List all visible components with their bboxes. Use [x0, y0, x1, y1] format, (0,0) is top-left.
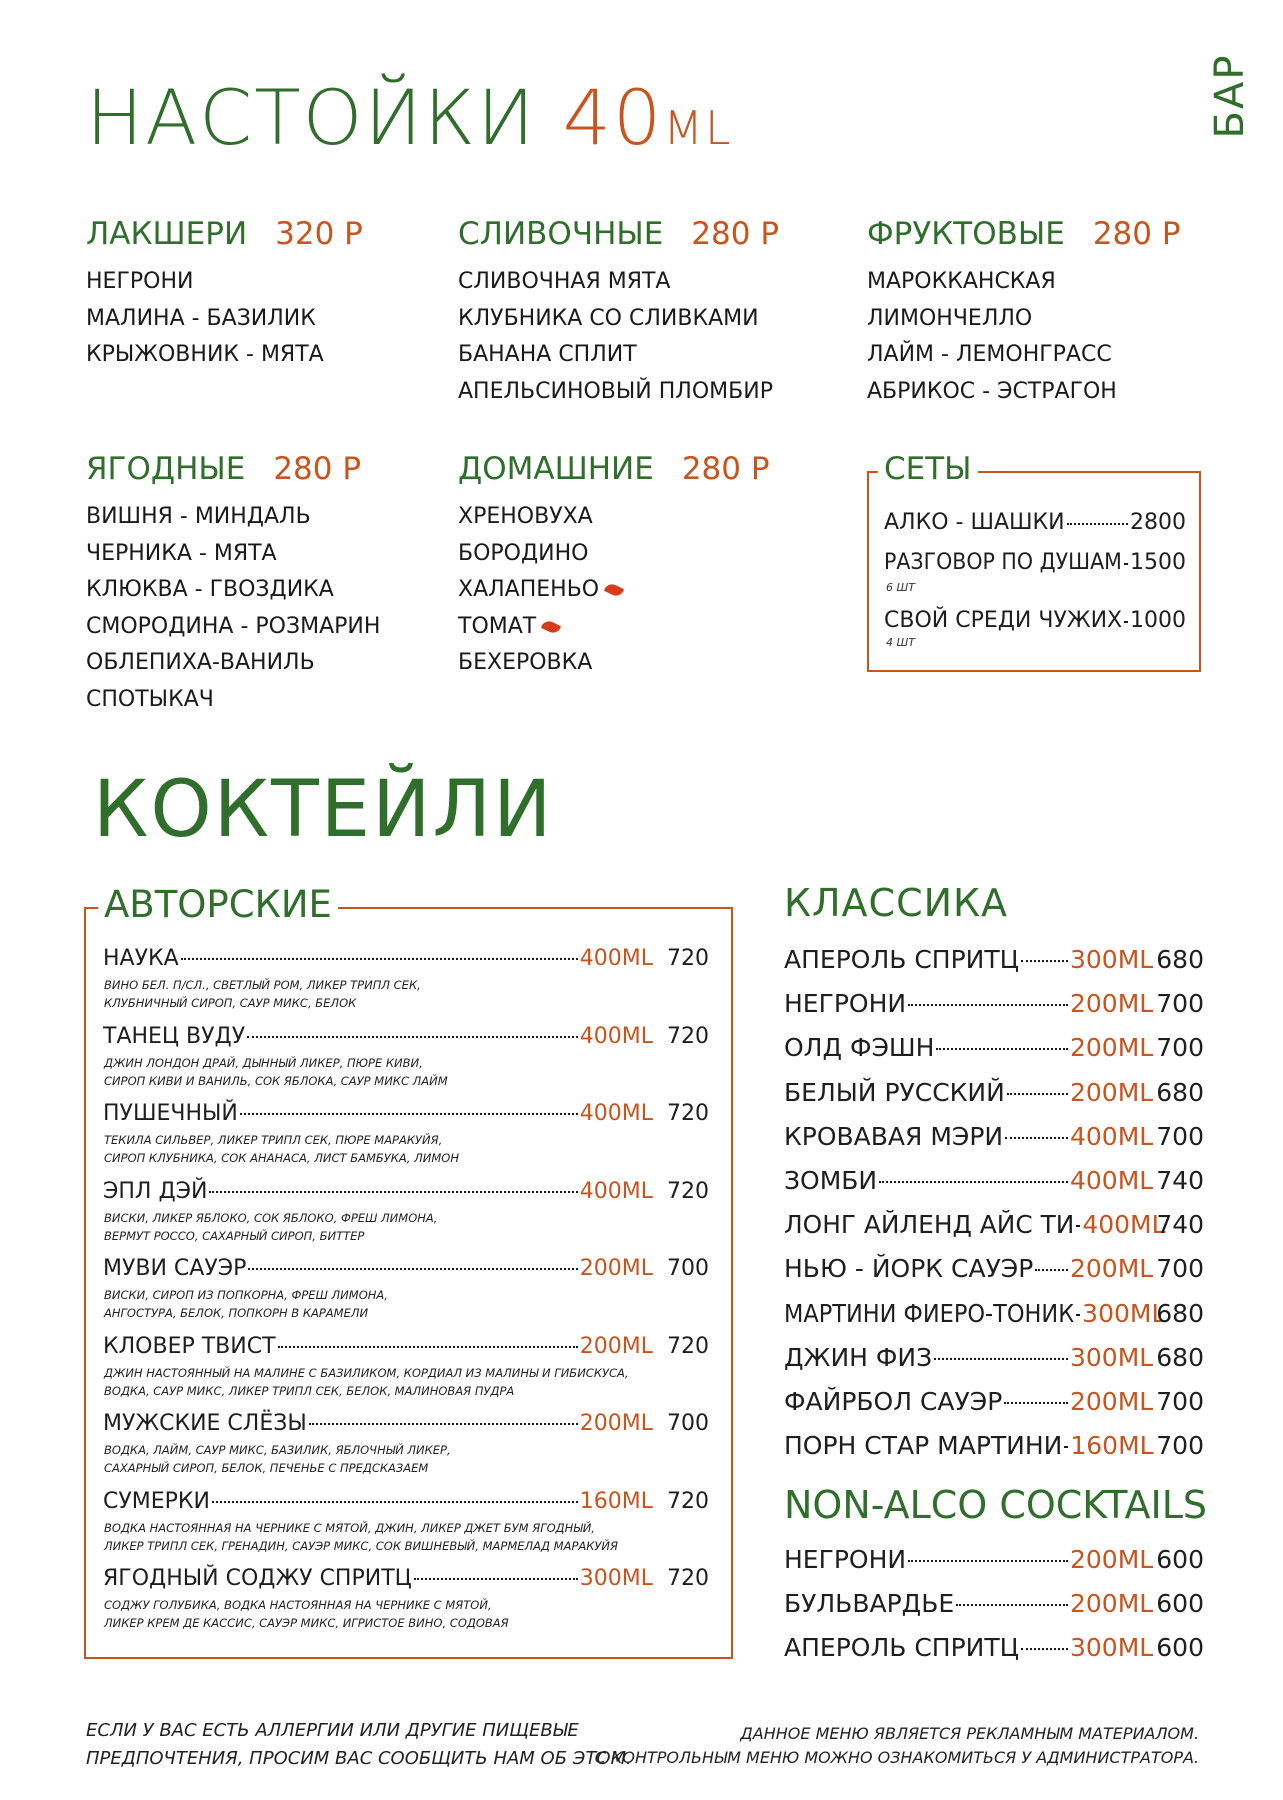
cocktail-name: БУЛЬВАРДЬЕ: [784, 1589, 955, 1619]
dot-leader: [209, 1191, 577, 1193]
category-items: [867, 264, 1181, 410]
cocktail-volume: 200ML: [1070, 1387, 1154, 1416]
category-price: 280 Р: [691, 216, 780, 252]
cocktail-ingredients: ТЕКИЛА СИЛЬВЕР, ЛИКЕР ТРИПЛ СЕК, ПЮРЕ МАРАКУЙЯ,: [104, 1133, 443, 1147]
cocktail-ingredients: ВИСКИ, СИРОП ИЗ ПОПКОРНА, ФРЕШ ЛИМОНА,: [104, 1288, 388, 1302]
cocktail-price: 680: [1156, 945, 1204, 974]
cocktail-price: 700: [1156, 989, 1204, 1019]
cocktail-volume: 300ML: [1070, 1342, 1154, 1372]
table-row: [103, 1334, 709, 1360]
list-item: ЧЕРНИКА - МЯТА: [86, 540, 277, 566]
dot-leader: [908, 1004, 1068, 1006]
dot-leader: [1007, 1093, 1068, 1095]
category-name: ЯГОДНЫЕ: [86, 451, 246, 487]
cocktail-ingredients: ДЖИН ЛОНДОН ДРАЙ, ДЫННЫЙ ЛИКЕР, ПЮРЕ КИВИ,: [104, 1055, 423, 1070]
cocktail-name: ПУШЕЧНЫЙ: [103, 1101, 238, 1126]
cocktail-price: 700: [1156, 1033, 1204, 1063]
category-creamy: [458, 216, 779, 410]
cocktail-ingredients: ВИСКИ, ЛИКЕР ЯБЛОКО, СОК ЯБЛОКО, ФРЕШ ЛИМОНА,: [104, 1210, 438, 1225]
cocktail-volume: 200ML: [1070, 1589, 1154, 1619]
category-heading: [458, 216, 779, 252]
title-text: НАСТОЙКИ: [86, 73, 537, 162]
dot-leader: [936, 1048, 1068, 1050]
page-title: [86, 73, 733, 168]
side-label-text: БАР: [1207, 53, 1253, 139]
cocktail-ingredients: ВОДКА, САУР МИКС, ЛИКЕР ТРИПЛ СЕК, БЕЛОК, МАЛИНОВАЯ ПУДРА: [104, 1383, 515, 1398]
side-label: [1207, 38, 1253, 148]
set-name: РАЗГОВОР ПО ДУШАМ: [884, 550, 1122, 575]
cocktails-title: КОКТЕЙЛИ: [93, 765, 554, 855]
table-row: [784, 1299, 1204, 1329]
list-item: СПОТЫКАЧ: [86, 686, 214, 712]
dot-leader: [212, 1501, 578, 1503]
nonalco-title: NON-ALCO COCKTAILS: [784, 1483, 1208, 1527]
cocktail-name: МУВИ САУЭР: [103, 1256, 247, 1281]
cocktail-name: ЗОМБИ: [784, 1166, 878, 1195]
table-row: [784, 1254, 1204, 1284]
category-items: [86, 264, 363, 374]
cocktail-ingredients: КЛУБНИЧНЫЙ СИРОП, САУР МИКС, БЕЛОК: [104, 996, 357, 1010]
dot-leader: [879, 1181, 1068, 1183]
table-row: [784, 989, 1204, 1019]
list-item: ОБЛЕПИХА-ВАНИЛЬ: [86, 650, 315, 676]
cocktail-volume: 300ML: [1070, 945, 1154, 974]
table-row: [784, 1166, 1204, 1196]
dot-leader: [1064, 1446, 1068, 1448]
dot-leader: [414, 1578, 578, 1580]
dot-leader: [1021, 1648, 1068, 1650]
category-homemade: [458, 451, 770, 682]
footer-line: ПРЕДПОЧТЕНИЯ, ПРОСИМ ВАС СООБЩИТЬ НАМ ОБ ЭТОМ.: [86, 1748, 632, 1769]
cocktail-price: 720: [667, 1488, 709, 1514]
dot-leader: [181, 958, 578, 960]
dot-leader: [278, 1346, 578, 1348]
category-heading: [86, 451, 380, 487]
dot-leader: [1067, 522, 1128, 525]
cocktail-name: ТАНЕЦ ВУДУ: [103, 1023, 246, 1049]
table-row: [784, 1633, 1204, 1663]
list-item: БАНАНА СПЛИТ: [458, 342, 637, 368]
cocktail-price: 720: [667, 1178, 709, 1204]
title-volume-unit: ML: [663, 101, 733, 155]
list-item: АПЕЛЬСИНОВЫЙ ПЛОМБИР: [458, 378, 773, 404]
table-row: [103, 1256, 709, 1282]
cocktail-price: 680: [1156, 1342, 1204, 1372]
table-row: [784, 1589, 1204, 1619]
dot-leader: [1004, 1402, 1068, 1404]
cocktail-price: 720: [667, 1023, 709, 1049]
cocktail-ingredients: СИРОП КЛУБНИКА, СОК АНАНАСА, ЛИСТ БАМБУКА, ЛИМОН: [104, 1151, 459, 1165]
set-name: АЛКО - ШАШКИ: [884, 510, 1065, 535]
dot-leader: [1124, 562, 1128, 565]
category-heading: [86, 216, 363, 252]
cocktail-volume: 200ML: [1070, 989, 1154, 1019]
sets-title: СЕТЫ: [878, 451, 978, 487]
title-volume: 40: [562, 73, 664, 162]
classic-title: КЛАССИКА: [784, 881, 1009, 925]
table-row: [103, 1101, 709, 1127]
item-name: ХАЛАПЕНЬО: [458, 577, 600, 603]
footer-line: ДАННОЕ МЕНЮ ЯВЛЯЕТСЯ РЕКЛАМНЫМ МАТЕРИАЛОМ.: [740, 1724, 1199, 1743]
cocktail-price: 700: [1156, 1431, 1204, 1461]
category-name: ДОМАШНИЕ: [458, 451, 654, 487]
table-row: [784, 1078, 1204, 1108]
category-price: 280 Р: [681, 451, 770, 487]
cocktail-volume: 200ML: [579, 1411, 653, 1436]
category-items: [458, 499, 770, 682]
dot-leader: [1124, 620, 1128, 623]
list-item: ХРЕНОВУХА: [458, 504, 593, 529]
cocktail-name: МУЖСКИЕ СЛЁЗЫ: [103, 1411, 307, 1436]
cocktail-volume: 160ML: [579, 1488, 653, 1514]
cocktail-volume: 400ML: [1082, 1210, 1166, 1240]
table-row: [784, 1431, 1204, 1461]
list-item: СЛИВОЧНАЯ МЯТА: [458, 269, 671, 294]
table-row: [784, 945, 1204, 975]
table-row: [103, 1024, 709, 1050]
list-item: КРЫЖОВНИК - МЯТА: [86, 342, 324, 368]
category-name: СЛИВОЧНЫЕ: [458, 216, 664, 252]
cocktail-name: ФАЙРБОЛ САУЭР: [784, 1387, 1003, 1416]
list-item: АБРИКОС - ЭСТРАГОН: [867, 378, 1117, 404]
list-item: КЛЮКВА - ГВОЗДИКА: [86, 577, 334, 603]
cocktail-volume: 200ML: [1070, 1077, 1154, 1107]
list-item: [458, 572, 770, 609]
cocktail-volume: 400ML: [579, 1178, 653, 1204]
table-row: [784, 1387, 1204, 1417]
dot-leader: [1076, 1314, 1080, 1316]
cocktail-name: НАУКА: [103, 946, 179, 971]
list-item: КЛУБНИКА СО СЛИВКАМИ: [458, 305, 759, 331]
cocktail-name: ЯГОДНЫЙ СОДЖУ СПРИТЦ: [103, 1566, 412, 1591]
cocktail-ingredients: ЛИКЕР ТРИПЛ СЕК, ГРЕНАДИН, САУЭР МИКС, СОК ВИШНЕВЫЙ, МАРМЕЛАД МАРАКУЙЯ: [104, 1538, 619, 1553]
cocktail-price: 700: [1156, 1387, 1204, 1416]
cocktail-name: АПЕРОЛЬ СПРИТЦ: [784, 945, 1020, 974]
table-row: [784, 1122, 1204, 1152]
cocktail-price: 720: [667, 946, 709, 971]
cocktail-price: 680: [1156, 1298, 1204, 1328]
category-luxury: [86, 216, 363, 374]
cocktail-name: ОЛД ФЭШН: [784, 1033, 935, 1063]
cocktail-name: ЛОНГ АЙЛЕНД АЙС ТИ: [784, 1210, 1075, 1240]
dot-leader: [1005, 1137, 1068, 1139]
category-price: 320 Р: [275, 216, 363, 252]
list-item: МАЛИНА - БАЗИЛИК: [86, 305, 316, 331]
cocktail-price: 720: [667, 1566, 709, 1591]
cocktail-volume: 200ML: [579, 1333, 653, 1359]
category-heading: [867, 216, 1181, 252]
footer-line: С КОНТРОЛЬНЫМ МЕНЮ МОЖНО ОЗНАКОМИТЬСЯ У АДМИНИСТРАТОРА.: [594, 1748, 1199, 1767]
set-price: 1000: [1130, 608, 1186, 633]
cocktail-name: КРОВАВАЯ МЭРИ: [784, 1121, 1004, 1151]
set-row: [884, 550, 1186, 576]
category-berry: [86, 451, 380, 719]
cocktail-volume: 400ML: [579, 1023, 653, 1049]
cocktail-price: 700: [1156, 1121, 1204, 1151]
set-row: [884, 608, 1186, 634]
dot-leader: [247, 1036, 578, 1038]
set-row: [884, 510, 1186, 536]
table-row: [103, 1179, 709, 1205]
cocktail-name: НЬЮ - ЙОРК САУЭР: [784, 1254, 1034, 1284]
list-item: [458, 609, 770, 646]
table-row: [103, 946, 709, 972]
cocktail-name: ДЖИН ФИЗ: [784, 1342, 933, 1372]
dot-leader: [1035, 1269, 1068, 1271]
category-fruit: [867, 216, 1181, 410]
category-price: 280 Р: [1092, 216, 1181, 252]
cocktail-price: 700: [667, 1256, 709, 1281]
cocktail-volume: 200ML: [1070, 1545, 1154, 1574]
cocktail-ingredients: СОДЖУ ГОЛУБИКА, ВОДКА НАСТОЯННАЯ НА ЧЕРНИКЕ С МЯТОЙ,: [104, 1598, 492, 1612]
list-item: НЕГРОНИ: [86, 269, 194, 294]
list-item: МАРОККАНСКАЯ: [867, 269, 1056, 294]
cocktail-price: 700: [1156, 1254, 1204, 1284]
set-price: 2800: [1130, 510, 1186, 535]
cocktail-volume: 400ML: [1070, 1121, 1154, 1151]
cocktail-ingredients: ЛИКЕР КРЕМ ДЕ КАССИС, САУЭР МИКС, ИГРИСТОЕ ВИНО, СОДОВАЯ: [104, 1616, 509, 1630]
category-price: 280 Р: [273, 451, 362, 487]
cocktail-volume: 400ML: [579, 946, 653, 971]
cocktail-volume: 200ML: [579, 1256, 653, 1281]
cocktail-ingredients: ВЕРМУТ РОССО, САХАРНЫЙ СИРОП, БИТТЕР: [104, 1228, 365, 1243]
cocktail-volume: 200ML: [1070, 1033, 1154, 1063]
cocktail-volume: 300ML: [579, 1566, 653, 1591]
cocktail-ingredients: ВИНО БЕЛ. П/СЛ., СВЕТЛЫЙ РОМ, ЛИКЕР ТРИПЛ СЕК,: [104, 978, 421, 992]
cocktail-ingredients: АНГОСТУРА, БЕЛОК, ПОПКОРН В КАРАМЕЛИ: [104, 1306, 369, 1320]
dot-leader: [1021, 960, 1068, 962]
category-name: ЛАКШЕРИ: [86, 216, 248, 252]
cocktail-name: МАРТИНИ ФИЕРО-ТОНИК: [784, 1298, 1075, 1328]
chili-pepper-icon: [541, 618, 562, 635]
cocktail-name: ЭПЛ ДЭЙ: [103, 1178, 208, 1204]
cocktail-volume: 200ML: [1070, 1254, 1154, 1284]
dot-leader: [1076, 1225, 1080, 1227]
author-cocktails-title: АВТОРСКИЕ: [98, 884, 338, 926]
table-row: [784, 1545, 1204, 1575]
cocktail-price: 600: [1156, 1633, 1204, 1663]
footer-disclaimer: [595, 1722, 1199, 1770]
cocktail-name: НЕГРОНИ: [784, 989, 907, 1019]
cocktail-name: НЕГРОНИ: [784, 1545, 907, 1574]
chili-pepper-icon: [604, 582, 625, 599]
dot-leader: [934, 1358, 1068, 1360]
table-row: [103, 1489, 709, 1515]
dot-leader: [908, 1560, 1068, 1562]
cocktail-ingredients: САХАРНЫЙ СИРОП, БЕЛОК, ПЕЧЕНЬЕ С ПРЕДСКАЗАЕМ: [104, 1461, 429, 1475]
cocktail-price: 740: [1156, 1210, 1205, 1240]
cocktail-name: ПОРН СТАР МАРТИНИ: [784, 1431, 1063, 1461]
cocktail-name: СУМЕРКИ: [103, 1488, 210, 1514]
category-name: ФРУКТОВЫЕ: [867, 216, 1065, 252]
cocktail-price: 740: [1156, 1166, 1204, 1195]
table-row: [784, 1343, 1204, 1373]
cocktail-price: 720: [667, 1333, 709, 1359]
cocktail-ingredients: ДЖИН НАСТОЯННЫЙ НА МАЛИНЕ С БАЗИЛИКОМ, КОРДИАЛ ИЗ МАЛИНЫ И ГИБИСКУСА,: [104, 1365, 629, 1380]
dot-leader: [248, 1268, 577, 1270]
dot-leader: [240, 1113, 578, 1115]
table-row: [103, 1566, 709, 1592]
list-item: ЛАЙМ - ЛЕМОНГРАСС: [867, 342, 1112, 368]
cocktail-name: АПЕРОЛЬ СПРИТЦ: [784, 1633, 1020, 1663]
set-name: СВОЙ СРЕДИ ЧУЖИХ: [884, 608, 1123, 633]
cocktail-price: 700: [667, 1411, 709, 1436]
set-price: 1500: [1130, 550, 1186, 575]
cocktail-volume: 300ML: [1070, 1633, 1154, 1663]
cocktail-ingredients: ВОДКА НАСТОЯННАЯ НА ЧЕРНИКЕ С МЯТОЙ, ДЖИН, ЛИКЕР ДЖЕТ БУМ ЯГОДНЫЙ,: [104, 1520, 595, 1535]
cocktail-ingredients: ВОДКА, ЛАЙМ, САУР МИКС, БАЗИЛИК, ЯБЛОЧНЫЙ ЛИКЕР,: [104, 1443, 451, 1457]
table-row: [784, 1210, 1204, 1240]
cocktail-volume: 300ML: [1082, 1298, 1166, 1328]
cocktail-ingredients: СИРОП КИВИ И ВАНИЛЬ, СОК ЯБЛОКА, САУР МИКС ЛАЙМ: [104, 1073, 448, 1088]
category-heading: [458, 451, 770, 487]
category-items: [86, 499, 380, 719]
footer-line: ЕСЛИ У ВАС ЕСТЬ АЛЛЕРГИИ ИЛИ ДРУГИЕ ПИЩЕВЫЕ: [86, 1720, 579, 1741]
cocktail-price: 600: [1156, 1589, 1204, 1619]
list-item: ВИШНЯ - МИНДАЛЬ: [86, 504, 311, 529]
item-name: ТОМАТ: [458, 613, 537, 639]
dot-leader: [956, 1604, 1068, 1606]
cocktail-name: БЕЛЫЙ РУССКИЙ: [784, 1077, 1005, 1107]
list-item: БОРОДИНО: [458, 540, 589, 566]
set-note: 4 ШТ: [886, 636, 915, 649]
set-note: 6 ШТ: [886, 581, 915, 594]
list-item: ЛИМОНЧЕЛЛО: [867, 305, 1033, 331]
table-row: [103, 1411, 709, 1437]
cocktail-price: 720: [667, 1101, 709, 1126]
cocktail-volume: 400ML: [1070, 1166, 1154, 1195]
dot-leader: [309, 1423, 578, 1425]
category-items: [458, 264, 779, 410]
list-item: СМОРОДИНА - РОЗМАРИН: [86, 613, 381, 639]
cocktail-price: 600: [1156, 1545, 1204, 1574]
cocktail-name: КЛОВЕР ТВИСТ: [103, 1333, 276, 1359]
cocktail-volume: 400ML: [579, 1101, 653, 1126]
list-item: БЕХЕРОВКА: [458, 650, 593, 676]
footer-allergy-note: [86, 1717, 632, 1773]
table-row: [784, 1033, 1204, 1063]
cocktail-price: 680: [1156, 1077, 1204, 1107]
cocktail-volume: 160ML: [1070, 1431, 1154, 1461]
